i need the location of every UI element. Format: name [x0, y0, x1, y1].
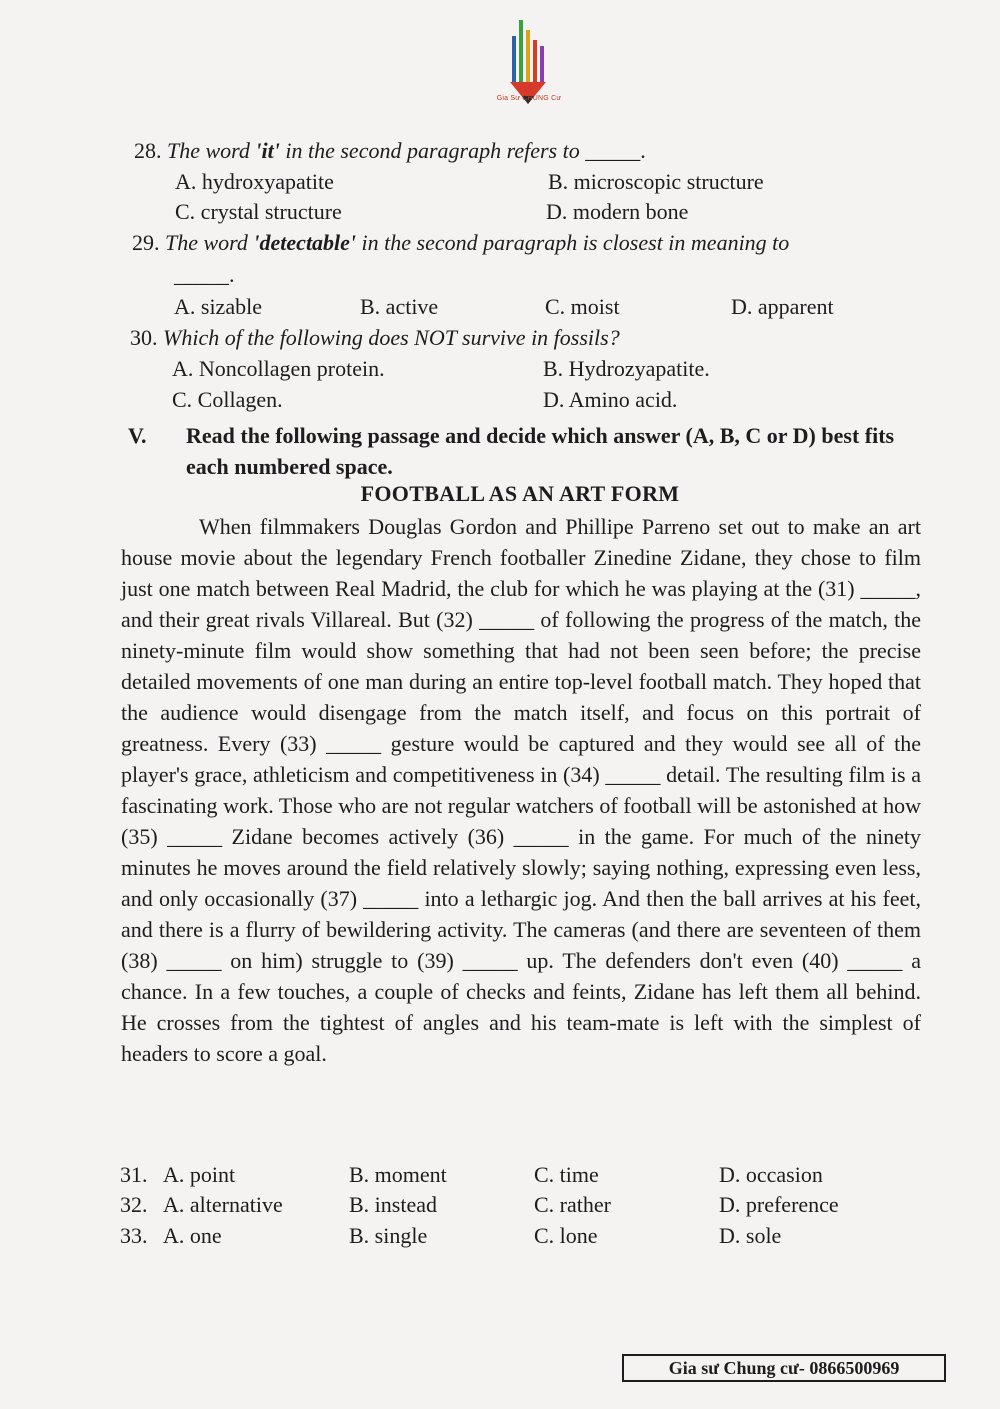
question-number: 28. — [134, 138, 162, 163]
option-30-d[interactable]: D. Amino acid. — [543, 387, 678, 412]
option-33-d[interactable]: D. sole — [719, 1223, 782, 1248]
option-32-d[interactable]: D. preference — [719, 1192, 839, 1217]
section-number: V. — [128, 423, 147, 448]
option-31-c[interactable]: C. time — [534, 1162, 599, 1187]
passage-title: FOOTBALL AS AN ART FORM — [360, 481, 680, 506]
question-stem-start: The word — [167, 138, 256, 163]
answer-32-number: 32. — [120, 1192, 148, 1217]
option-33-b[interactable]: B. single — [349, 1223, 428, 1248]
question-30 — [130, 325, 620, 351]
question-stem: Which of the following does NOT survive in fossils? — [163, 325, 620, 350]
question-stem-start: The word — [165, 230, 254, 255]
answer-blank: _____. — [585, 138, 646, 163]
option-31-b[interactable]: B. moment — [349, 1162, 447, 1187]
option-29-c[interactable]: C. moist — [545, 294, 620, 319]
option-30-c[interactable]: C. Collagen. — [172, 387, 283, 412]
question-stem-end: in the second paragraph is closest in meaning to — [356, 230, 790, 255]
option-29-a[interactable]: A. sizable — [174, 294, 262, 319]
question-number: 29. — [132, 230, 160, 255]
question-stem-end: in the second paragraph refers to — [279, 138, 580, 163]
question-number: 30. — [130, 325, 158, 350]
option-28-c[interactable]: C. crystal structure — [175, 199, 342, 224]
question-keyword: 'it' — [255, 138, 280, 163]
answer-31-number: 31. — [120, 1162, 148, 1187]
option-30-b[interactable]: B. Hydrozyapatite. — [543, 356, 710, 381]
answer-blank: _____. — [174, 262, 235, 287]
footer-contact-box: Gia sư Chung cư- 0866500969 — [622, 1354, 946, 1382]
option-33-a[interactable]: A. one — [163, 1223, 222, 1248]
option-33-c[interactable]: C. lone — [534, 1223, 598, 1248]
option-32-c[interactable]: C. rather — [534, 1192, 611, 1217]
option-29-d[interactable]: D. apparent — [731, 294, 834, 319]
option-30-a[interactable]: A. Noncollagen protein. — [172, 356, 385, 381]
option-29-b[interactable]: B. active — [360, 294, 439, 319]
option-28-d[interactable]: D. modern bone — [546, 199, 689, 224]
logo-caption: Gia Sư CHUNG Cư — [496, 95, 562, 102]
question-28 — [134, 138, 646, 164]
question-keyword: 'detectable' — [253, 230, 357, 255]
option-28-b[interactable]: B. microscopic structure — [548, 169, 764, 194]
answer-33-number: 33. — [120, 1223, 148, 1248]
option-31-a[interactable]: A. point — [163, 1162, 236, 1187]
option-31-d[interactable]: D. occasion — [719, 1162, 823, 1187]
option-32-b[interactable]: B. instead — [349, 1192, 437, 1217]
option-28-a[interactable]: A. hydroxyapatite — [175, 169, 334, 194]
question-29 — [132, 230, 789, 256]
section-instruction: Read the following passage and decide which answer (A, B, C or D) best fits each numbered space. — [186, 423, 895, 479]
passage-body — [121, 511, 921, 1069]
passage-text: When filmmakers Douglas Gordon and Phillipe Parreno set out to make an art house movie about the legendary French footballer Zinedine Zidane, they chose to film just one match between Real Madrid, the club for which he was playing at the (31) _____, and their great rivals Villareal. But (32) _____ of following the progress of the match, the ninety-minute film would show something that had not been seen before; the precise detailed movements of one man during an entire top-level football match. They hoped that the audience would disengage from the match itself, and focus on this portrait of greatness. Every (33) _____ gesture would be captured and they would see all of the player's grace, athleticism and competitiveness in (34) _____ detail. The resulting film is a fascinating work. Those who are not regular watchers of football will be astonished at how (35) _____ Zidane becomes actively (36) _____ in the game. For much of the ninety minutes he moves around the field relatively slowly; saying nothing, expressing even less, and only occasionally (37) _____ into a lethargic jog. And then the ball arrives at his feet, and there is a flurry of bewildering activity. The cameras (and there are seventeen of them (38) _____ on him) struggle to (39) _____ up. The defenders don't even (40) _____ a chance. In a few touches, a couple of checks and feints, Zidane has left them all behind. He crosses from the tightest of angles and his team-mate is left with the simplest of headers to score a goal. — [121, 514, 921, 1066]
option-32-a[interactable]: A. alternative — [163, 1192, 283, 1217]
